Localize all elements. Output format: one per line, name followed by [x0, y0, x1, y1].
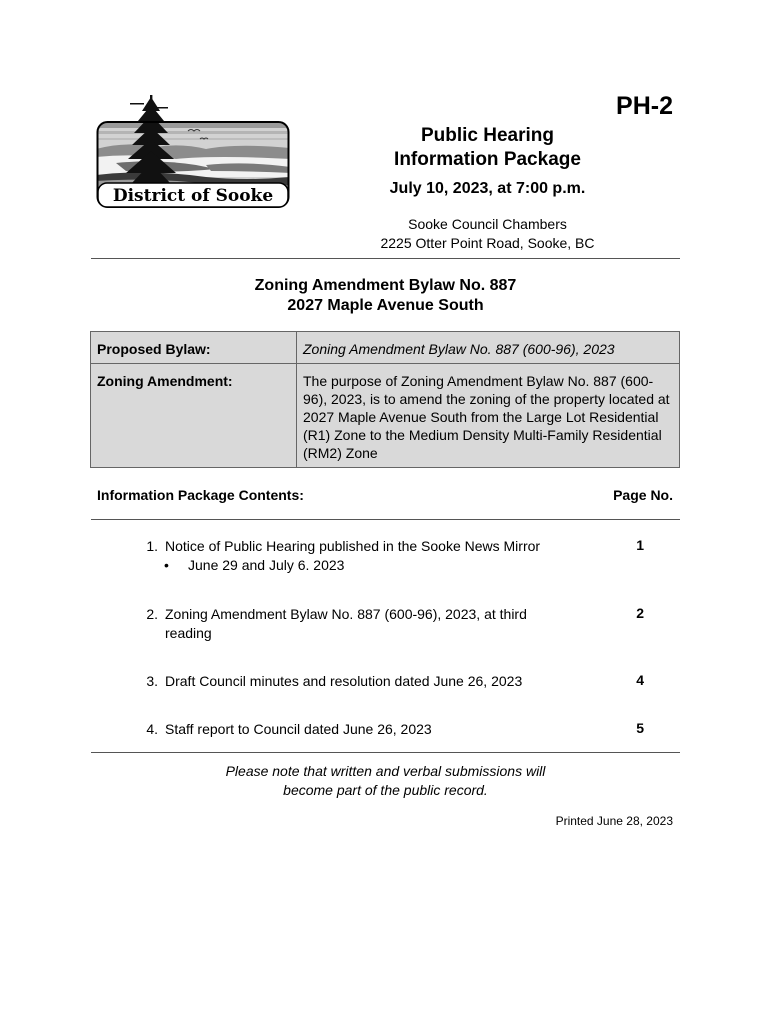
header-divider [91, 258, 680, 259]
sub-item-text: June 29 and July 6. 2023 [188, 557, 345, 573]
logo-text: District of Sooke [112, 186, 274, 206]
document-id: PH-2 [616, 92, 673, 120]
title-line-1: Public Hearing [420, 125, 555, 146]
proposed-bylaw-label: Proposed Bylaw: [91, 332, 297, 364]
info-table [90, 331, 680, 468]
item-number: 1. [146, 538, 158, 554]
item-page-number: 2 [636, 605, 644, 621]
item-text: Staff report to Council dated June 26, 2023 [165, 721, 432, 737]
contents-divider [91, 519, 680, 520]
table-row [91, 364, 680, 468]
title-line-2: Information Package [394, 149, 581, 170]
item-page-number: 5 [636, 720, 644, 736]
item-text: Zoning Amendment Bylaw No. 887 (600-96), 2023, at third reading [165, 606, 527, 641]
contents-header: Information Package Contents: [97, 487, 304, 503]
venue [330, 215, 645, 253]
venue-line-2: 2225 Otter Point Road, Sooke, BC [380, 235, 595, 251]
proposed-bylaw-value: Zoning Amendment Bylaw No. 887 (600-96), 2023 [297, 332, 680, 364]
item-number: 4. [146, 721, 158, 737]
bullet-icon: • [164, 557, 169, 573]
page-number-header: Page No. [613, 487, 673, 503]
item-number: 2. [146, 606, 158, 622]
note-line-1: Please note that written and verbal submissions will [225, 763, 546, 779]
subject-line-1: Zoning Amendment Bylaw No. 887 [254, 277, 517, 294]
table-row [91, 332, 680, 364]
zoning-amendment-value: The purpose of Zoning Amendment Bylaw No. 887 (600-96), 2023, is to amend the zoning of the property located at 2027 Maple Avenue South from the Large Lot Residential (R1) Zone to the Medium Density Multi-Family Residential (RM2) Zone [297, 364, 680, 468]
public-record-note [91, 762, 680, 800]
hearing-date: July 10, 2023, at 7:00 p.m. [389, 180, 586, 197]
subject-heading [91, 276, 680, 316]
page-title [330, 124, 645, 172]
note-line-2: become part of the public record. [283, 782, 488, 798]
item-page-number: 1 [636, 537, 644, 553]
item-page-number: 4 [636, 672, 644, 688]
zoning-amendment-label: Zoning Amendment: [91, 364, 297, 468]
footer-divider [91, 752, 680, 753]
subject-line-2: 2027 Maple Avenue South [287, 297, 484, 314]
venue-line-1: Sooke Council Chambers [408, 216, 567, 232]
item-text: Notice of Public Hearing published in the Sooke News Mirror [165, 538, 541, 554]
district-of-sooke-logo [96, 93, 290, 209]
printed-date: Printed June 28, 2023 [555, 814, 673, 828]
item-number: 3. [146, 673, 158, 689]
item-text: Draft Council minutes and resolution dated June 26, 2023 [165, 673, 523, 689]
